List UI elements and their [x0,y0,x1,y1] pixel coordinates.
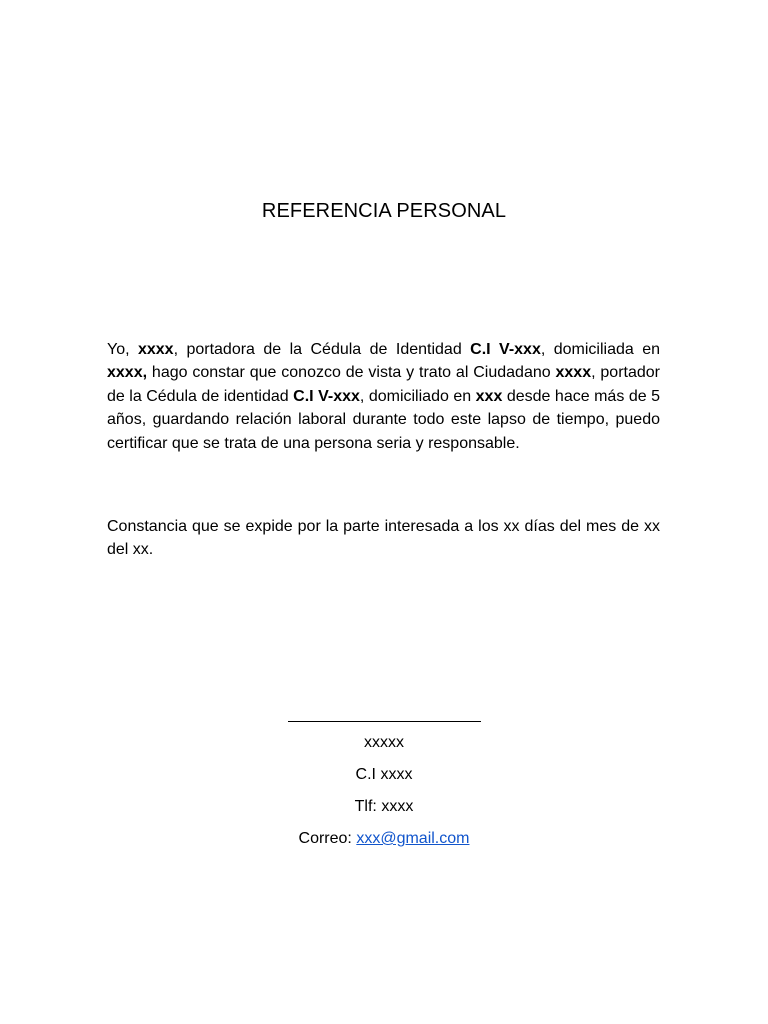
document-title: REFERENCIA PERSONAL [261,200,507,222]
email-label: Correo: [298,830,352,847]
text-segment: , domiciliada en [540,341,661,358]
reference-paragraph [107,338,660,455]
bold-text-segment: C.I V-xxx [293,387,360,405]
signer-name: xxxxx [364,734,404,751]
signature-block [0,700,768,855]
phone-label: Tlf: [354,798,377,815]
issuance-paragraph: Constancia que se expide por la parte interesada a los xx días del mes de xx del xx. [107,518,660,559]
text-segment: hago constar que conozco de vista y trato al Ciudadano [147,364,556,382]
signer-phone [0,791,768,823]
signer-email [0,823,768,855]
text-segment: , portadora de la Cédula de Identidad [173,341,471,358]
bold-text-segment: xxxx, [107,364,148,382]
bold-text-segment: xxx [475,387,503,405]
bold-text-segment: C.I V-xxx [470,341,541,358]
text-segment: , portador de la Cédula de identidad [107,364,660,405]
phone-value: xxxx [381,798,414,815]
signer-id: C.I xxxx [355,766,413,783]
email-link[interactable]: xxx@gmail.com [356,830,470,847]
text-segment: , domiciliado en [359,387,476,405]
signature-line [288,721,481,722]
bold-text-segment: xxxx [555,364,592,382]
text-segment: desde hace más de 5 años, guardando relación laboral durante todo este lapso de tiempo, puedo certificar que se trata de una persona seria y responsable. [107,387,660,452]
text-segment: Yo, [107,341,138,358]
bold-text-segment: xxxx [137,341,174,358]
